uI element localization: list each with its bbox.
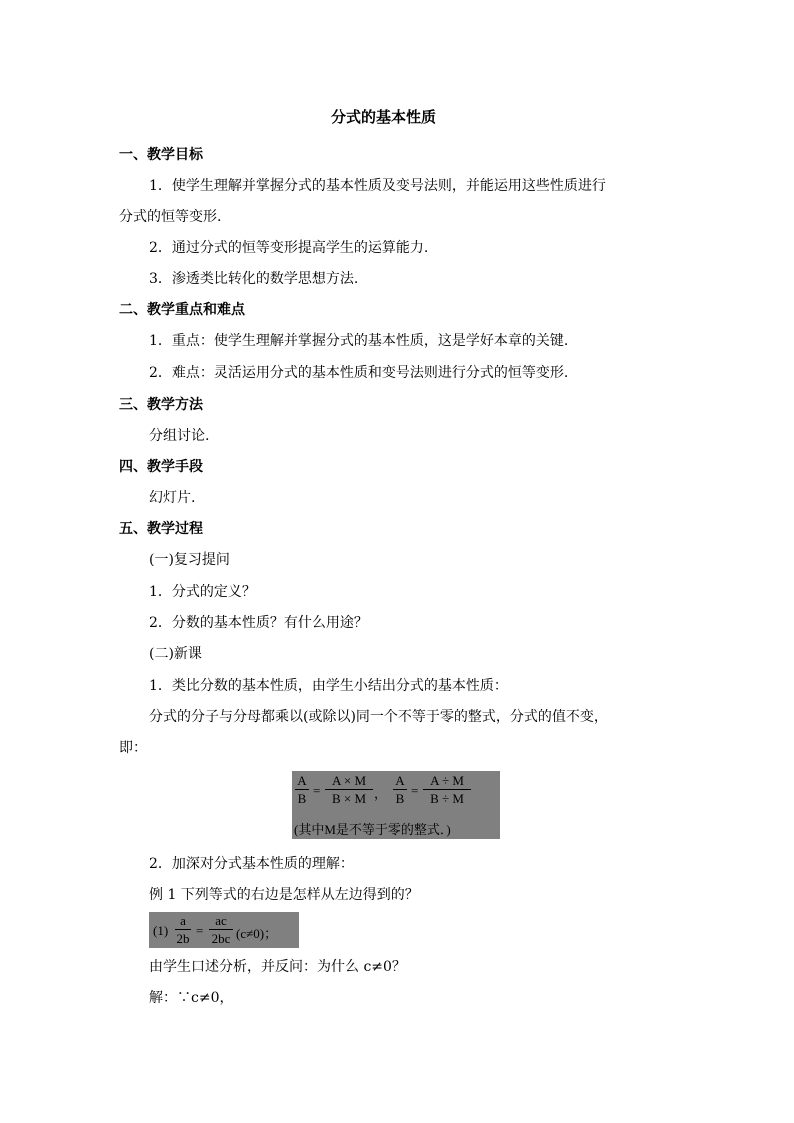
fraction-divide [423, 774, 471, 806]
fraction-denominator: B [297, 791, 307, 806]
goal-item-1-line-2: 分式的恒等变形. [119, 209, 222, 225]
fraction-bar [423, 789, 471, 790]
fraction-denominator: 2b [176, 931, 190, 946]
equals-sign: = [196, 923, 204, 938]
section-heading-means: 四、教学手段 [119, 459, 203, 475]
goal-item-2: 2．通过分式的恒等变形提高学生的运算能力. [149, 240, 429, 256]
new-lesson-item-1: 1．类比分数的基本性质，由学生小结出分式的基本性质： [149, 678, 508, 694]
solution-start: 解：∵c≠0， [149, 990, 234, 1006]
example-number: (1) [153, 923, 169, 938]
key-point-2: 2．难点：灵活运用分式的基本性质和变号法则进行分式的恒等变形. [149, 365, 569, 381]
condition-text: (c≠0)； [236, 926, 278, 941]
fraction-ac-over-2bc [209, 914, 233, 946]
fraction-denominator: B × M [331, 791, 367, 806]
rule-statement-line-2: 即： [119, 740, 147, 756]
equals-sign: = [411, 783, 419, 798]
example-1-prompt: 例 1 下列等式的右边是怎样从左边得到的？ [149, 887, 419, 903]
fraction-multiply [325, 774, 373, 806]
fraction-a-over-b [295, 774, 309, 806]
fraction-numerator: a [180, 913, 186, 928]
fraction-numerator: A [297, 773, 307, 788]
fraction-denominator: B ÷ M [430, 791, 464, 806]
student-analysis: 由学生口述分析，并反问：为什么 c≠0？ [149, 959, 406, 975]
formula-box-basic-property [292, 771, 500, 839]
formula-box-example-1 [149, 912, 299, 948]
comma: ， [374, 786, 388, 801]
review-question-1: 1．分式的定义？ [149, 584, 256, 600]
fraction-denominator: B [395, 791, 405, 806]
fraction-numerator: A ÷ M [430, 773, 464, 788]
key-point-1: 1．重点：使学生理解并掌握分式的基本性质，这是学好本章的关键. [149, 333, 569, 349]
review-question-2: 2．分数的基本性质？有什么用途？ [149, 615, 368, 631]
page-title: 分式的基本性质 [331, 108, 437, 126]
section-heading-goals: 一、教学目标 [119, 147, 203, 163]
subsection-new-lesson: (二)新课 [149, 646, 202, 662]
fraction-denominator: 2bc [211, 931, 231, 946]
methods-text: 分组讨论. [149, 428, 210, 444]
fraction-numerator: A [395, 773, 405, 788]
equals-sign: = [313, 783, 321, 798]
fraction-a-over-2b [175, 914, 191, 946]
section-heading-process: 五、教学过程 [119, 521, 203, 537]
rule-statement-line-1: 分式的分子与分母都乘以(或除以)同一个不等于零的整式，分式的值不变， [149, 709, 608, 725]
goal-item-1-line-1: 1．使学生理解并掌握分式的基本性质及变号法则，并能运用这些性质进行 [149, 178, 606, 194]
fraction-bar [393, 789, 407, 790]
fraction-a-over-b-2 [393, 774, 407, 806]
section-heading-methods: 三、教学方法 [119, 397, 203, 413]
fraction-bar [295, 789, 309, 790]
subsection-review: (一)复习提问 [149, 552, 230, 568]
fraction-bar [325, 789, 373, 790]
fraction-numerator: A × M [331, 773, 367, 788]
means-text: 幻灯片. [149, 490, 196, 506]
fraction-bar [209, 929, 233, 930]
new-lesson-item-2: 2．加深对分式基本性质的理解： [149, 856, 354, 872]
section-heading-key-points: 二、教学重点和难点 [119, 302, 245, 318]
goal-item-3: 3．渗透类比转化的数学思想方法. [149, 271, 359, 287]
fraction-numerator: ac [215, 913, 227, 928]
formula-note: (其中M是不等于零的整式．) [294, 822, 451, 837]
fraction-bar [175, 929, 191, 930]
